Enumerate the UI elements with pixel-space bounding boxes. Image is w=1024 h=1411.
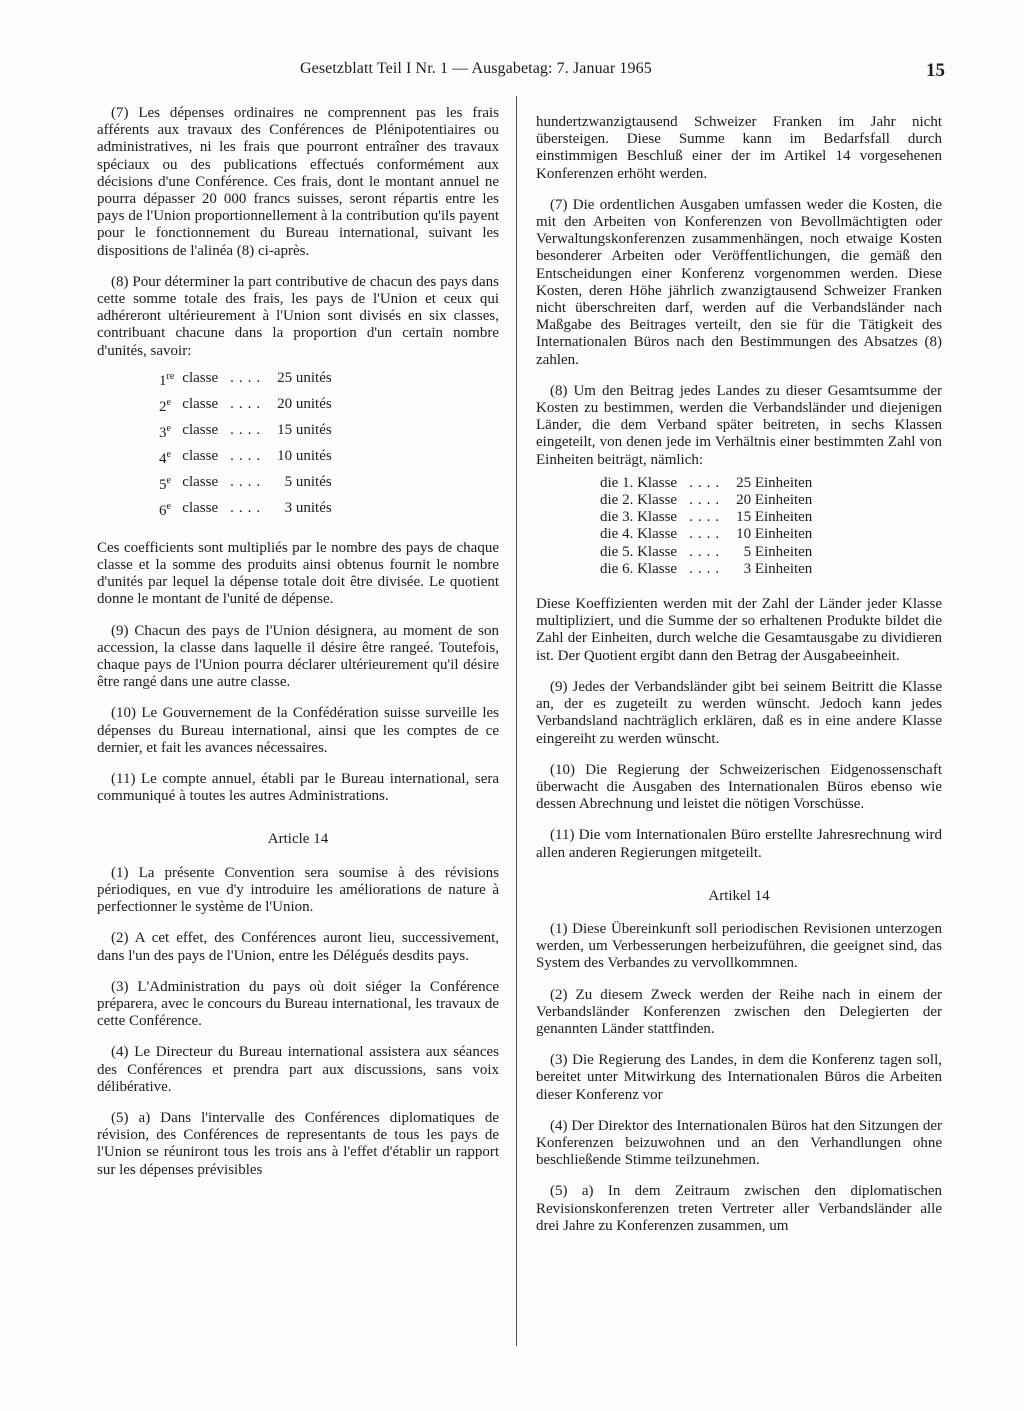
french-column [97,105,499,1179]
fr-paragraph-8-continued: Ces coefficients sont multipliés par le nombre des pays de chaque classe et la somme des produits ainsi obtenus fournit le nombre d'unités par lequel la dépense totale doit être divisée. Le quotient donne le montant de l'unité de dépense. [97,539,499,608]
fr-class-word: classe [182,370,219,387]
fr-class-ordinal [155,444,178,470]
fr-class-units: 3 unités [284,500,332,517]
fr-class-number: 4 [159,450,167,467]
de-article-14-para-2: (2) Zu diesem Zweck werden der Reihe nach in einem der Verbandsländer Konferenzen zwischen den Delegierten der genannten Länder stattfinden. [536,986,942,1037]
de-paragraph-8: (8) Um den Beitrag jedes Landes zu dieser Gesamtsumme der Kosten zu bestimmen, werden die Verbandsländer und diejenigen Länder, die dem Verband später beitreten, in sechs Klassen eingeteilt, von denen jede im Verhältnis einer bestimmten Zahl von Einheiten beiträgt, nämlich: [536,382,942,468]
de-paragraph-11: (11) Die vom Internationalen Büro erstellte Jahresrechnung wird allen anderen Regierungen mitgeteilt. [536,827,942,861]
page-number: 15 [926,60,945,81]
fr-class-suffix: e [166,396,171,408]
fr-class-leader-dots: .... [230,370,266,387]
fr-class-ordinal [155,496,178,522]
de-article-14-para-5: (5) a) In dem Zeitraum zwischen den diplomatischen Revisionskonferenzen treten Vertreter aller Verbandsländer alle drei Jahre zu Konferenzen zusammen, um [536,1183,942,1234]
fr-class-suffix: re [166,370,175,382]
fr-class-number: 1 [159,372,167,389]
de-class-label: die 5. Klasse [600,543,678,560]
de-paragraph-10: (10) Die Regierung der Schweizerischen Eidgenossenschaft überwacht die Ausgaben des Internationalen Büros ebenso wie dessen Abrechnung und leistet die nötigen Vorschüsse. [536,761,942,813]
running-head: Gesetzblatt Teil I Nr. 1 — Ausgabetag: 7. Januar 1965 [300,60,652,77]
de-class-leader-dots: .... [689,474,725,491]
de-class-units: 15 Einheiten [736,509,813,526]
fr-class-row [155,418,336,444]
fr-paragraph-9: (9) Chacun des pays de l'Union désignera, au moment de son accession, la classe dans laquelle il désire être rangeé. Toutefois, chaque pays de l'Union pourra déclarer ultérieurement qu'il désire être rangé dans une autre classe. [97,622,499,691]
de-class-units: 25 Einheiten [736,474,813,491]
fr-paragraph-8: (8) Pour déterminer la part contributive de chacun des pays dans cette somme totale des frais, les pays de l'Union et ceux qui adhéreront ultérieurement à l'Union sont divisés en six classes, contribuant chacune dans la proportion d'un certain nombre d'unités, savoir: [97,273,499,359]
fr-class-units: 25 unités [277,370,332,387]
german-column [536,114,942,1235]
fr-class-units: 10 unités [277,448,332,465]
fr-article-14-para-5: (5) a) Dans l'intervalle des Conférences diplomatiques de révision, des Conférences de representants de tous les pays de l'Union se réuniront tous les trois ans à l'effet d'établir un rapport sur les dépenses prévisibles [97,1109,499,1178]
fr-class-leader-dots: .... [230,474,266,491]
fr-class-leader-dots: .... [230,448,266,465]
fr-class-units: 15 unités [277,422,332,439]
fr-class-word: classe [182,448,219,465]
fr-article-14-para-1: (1) La présente Convention sera soumise à des révisions périodiques, en vue d'y introduire les améliorations de nature à perfectionner le système de l'Union. [97,864,499,916]
fr-class-suffix: e [166,448,171,460]
fr-class-row [155,366,336,392]
de-article-14-heading: Artikel 14 [708,887,770,904]
de-class-units: 10 Einheiten [736,526,813,543]
de-paragraph-7: (7) Die ordentlichen Ausgaben umfassen weder die Kosten, die mit den Arbeiten von Konferenzen von Bevollmächtigten oder Verwaltungskonferenzen zusammenhängen, noch etwaige Kosten besonderer Arbeiten oder Veröffentlichungen, die gemäß den Entscheidungen einer Konferenz vorgenommen werden. Diese Kosten, deren Höhe jährlich zwanzigtausend Schweizer Franken nicht überschreiten darf, werden auf die Verbandsländer nach Maßgabe des Beitrages verteilt, den sie für die Tätigkeit des Internationalen Büros nach den Bestimmungen des Absatzes (8) zahlen. [536,196,942,368]
de-class-leader-dots: .... [689,509,725,526]
de-class-label: die 4. Klasse [600,526,678,543]
fr-class-ordinal [155,392,178,418]
fr-class-number: 5 [159,476,167,493]
de-class-row [596,475,816,492]
de-class-units: 5 Einheiten [743,543,813,560]
de-class-row [596,509,816,526]
de-class-row [596,526,816,543]
fr-class-word: classe [182,396,219,413]
de-class-leader-dots: .... [689,492,725,509]
fr-class-word: classe [182,500,219,517]
de-article-14-para-4: (4) Der Direktor des Internationalen Büros hat den Sitzungen der Konferenzen beizuwohnen und an den Verhandlungen ohne beschließende Stimme teilzunehmen. [536,1117,942,1169]
fr-class-row [155,392,336,418]
fr-class-number: 6 [159,502,167,519]
fr-class-suffix: e [166,422,171,434]
fr-class-row [155,496,336,522]
fr-class-word: classe [182,474,219,491]
de-paragraph-6-continued: hundertzwanzigtausend Schweizer Franken im Jahr nicht übersteigen. Diese Summe kann im Bedarfsfall durch einstimmigen Beschluß einer der im Artikel 14 vorgesehenen Konferenzen erhöht werden. [536,114,942,182]
de-paragraph-9: (9) Jedes der Verbandsländer gibt bei seinem Beitritt die Klasse an, der es zugeteilt zu werden wünscht. Jedoch kann jedes Verbandsland nachträglich erklären, daß es in eine andere Klasse eingereiht zu werden wünscht. [536,678,942,747]
fr-paragraph-7: (7) Les dépenses ordinaires ne comprennent pas les frais afférents aux travaux des Conférences de Plénipotentiaires ou administratives, ni les frais que pourront entraîner des travaux spéciaux ou des publications effectués conformément aux décisions d'une Conférence. Ces frais, dont le montant annuel ne pourra dépasser 20 000 francs suisses, seront répartis entre les pays de l'Union proportionnellement à la contribution qu'ils payent pour le fonctionnement du Bureau international, suivant les dispositions de l'alinéa (8) ci-après. [97,105,499,259]
de-class-label: die 2. Klasse [600,492,678,509]
de-class-label: die 6. Klasse [600,560,678,577]
fr-paragraph-10: (10) Le Gouvernement de la Confédération suisse surveille les dépenses du Bureau international, ainsi que les comptes de ce dernier, et fait les avances nécessaires. [97,705,499,756]
de-class-table [596,475,816,578]
fr-class-units: 5 unités [284,474,332,491]
de-class-label: die 1. Klasse [600,474,678,491]
fr-class-leader-dots: .... [230,396,266,413]
de-class-row [596,492,816,509]
fr-paragraph-11: (11) Le compte annuel, établi par le Bureau international, sera communiqué à toutes les autres Administrations. [97,771,499,805]
fr-class-suffix: e [166,500,171,512]
fr-class-row [155,444,336,470]
fr-article-14-para-4: (4) Le Directeur du Bureau international assistera aux séances des Conférences et prendra part aux discussions, sans voix délibérative. [97,1044,499,1095]
fr-class-units: 20 unités [277,396,332,413]
fr-article-14-para-3: (3) L'Administration du pays où doit siéger la Conférence préparera, avec le concours du Bureau international, les travaux de cette Conférence. [97,978,499,1030]
fr-class-number: 3 [159,424,167,441]
fr-article-14-para-2: (2) A cet effet, des Conférences auront lieu, successivement, dans l'un des pays de l'Union, entre les Délégués desdits pays. [97,930,499,964]
fr-class-leader-dots: .... [230,500,266,517]
de-class-leader-dots: .... [689,543,725,560]
de-class-label: die 3. Klasse [600,509,678,526]
fr-class-leader-dots: .... [230,422,266,439]
de-class-leader-dots: .... [689,526,725,543]
de-class-leader-dots: .... [689,560,725,577]
fr-class-ordinal [155,366,178,392]
de-class-row [596,544,816,561]
de-paragraph-8-continued: Diese Koeffizienten werden mit der Zahl der Länder jeder Klasse multipliziert, und die Summe der so erhaltenen Produkte bildet die Zahl der Einheiten, durch welche die Gesamtausgabe zu dividieren ist. Der Quotient ergibt dann den Betrag der Ausgabeeinheit. [536,596,942,664]
fr-class-table [155,366,336,522]
de-article-14-para-3: (3) Die Regierung des Landes, in dem die Konferenz tagen soll, bereitet unter Mitwirkung des Internationalen Büros die Arbeiten dieser Konferenz vor [536,1052,942,1103]
fr-class-row [155,470,336,496]
fr-article-14-heading: Article 14 [267,831,329,848]
fr-class-ordinal [155,470,178,496]
fr-class-number: 2 [159,398,167,415]
de-class-units: 20 Einheiten [736,492,813,509]
de-class-units: 3 Einheiten [743,560,813,577]
fr-class-ordinal [155,418,178,444]
de-article-14-para-1: (1) Diese Übereinkunft soll periodischen Revisionen unterzogen werden, um Verbesserungen herbeizuführen, die geeignet sind, das System des Verbandes zu vervollkommnen. [536,920,942,972]
de-class-row [596,561,816,578]
fr-class-word: classe [182,422,219,439]
fr-class-suffix: e [166,474,171,486]
column-divider [516,96,517,1346]
